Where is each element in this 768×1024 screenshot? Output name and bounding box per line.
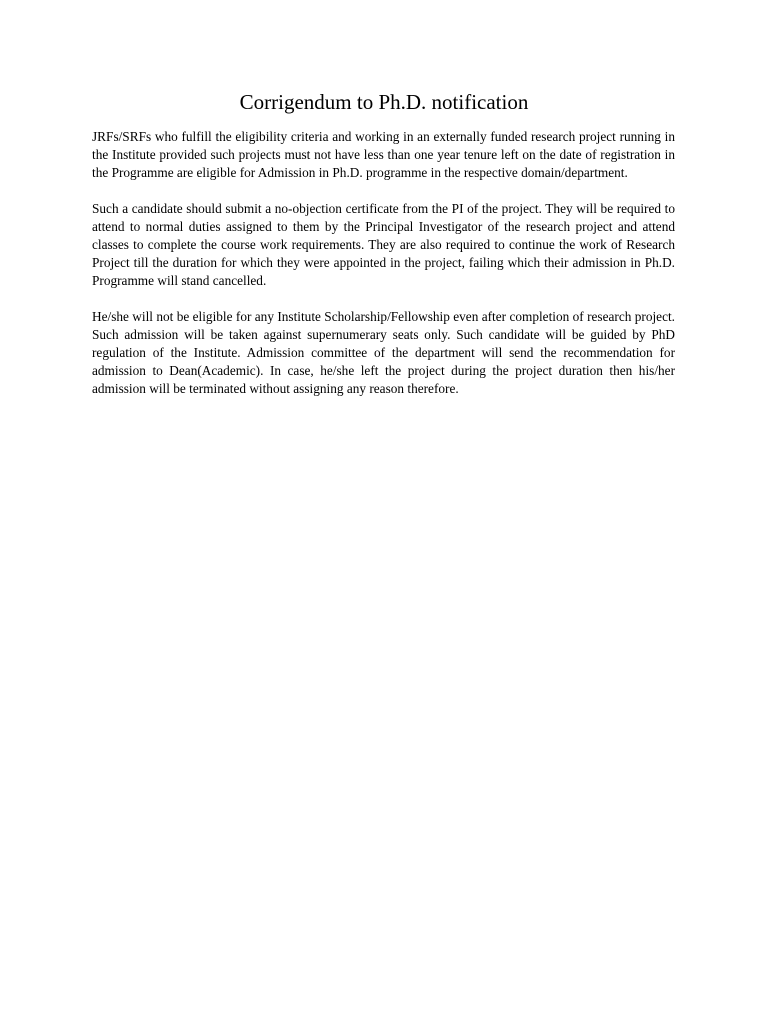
paragraph-scholarship-conditions: He/she will not be eligible for any Institute Scholarship/Fellowship even after completion of research project. Such admission will be taken against supernumerary seats only. Such candidate will be guided by PhD regulation of the Institute. Admission committee of the department will send the recommendation for admission to Dean(Academic). In case, he/she left the project during the project duration then his/her admission will be terminated without assigning any reason therefore. (92, 308, 682, 397)
document-body (92, 128, 682, 416)
paragraph-noc-requirements: Such a candidate should submit a no-objection certificate from the PI of the project. They will be required to attend to normal duties assigned to them by the Principal Investigator of the research project and attend classes to complete the course work requirements. They are also required to continue the work of Research Project till the duration for which they were appointed in the project, failing which their admission in Ph.D. Programme will stand cancelled. (92, 200, 679, 289)
document-title: Corrigendum to Ph.D. notification (239, 90, 529, 114)
paragraph-eligibility: JRFs/SRFs who fulfill the eligibility criteria and working in an externally funded research project running in the Institute provided such projects must not have less than one year tenure left on the date of registration in the Programme are eligible for Admission in Ph.D. programme in the respective domain/department. (92, 129, 679, 181)
